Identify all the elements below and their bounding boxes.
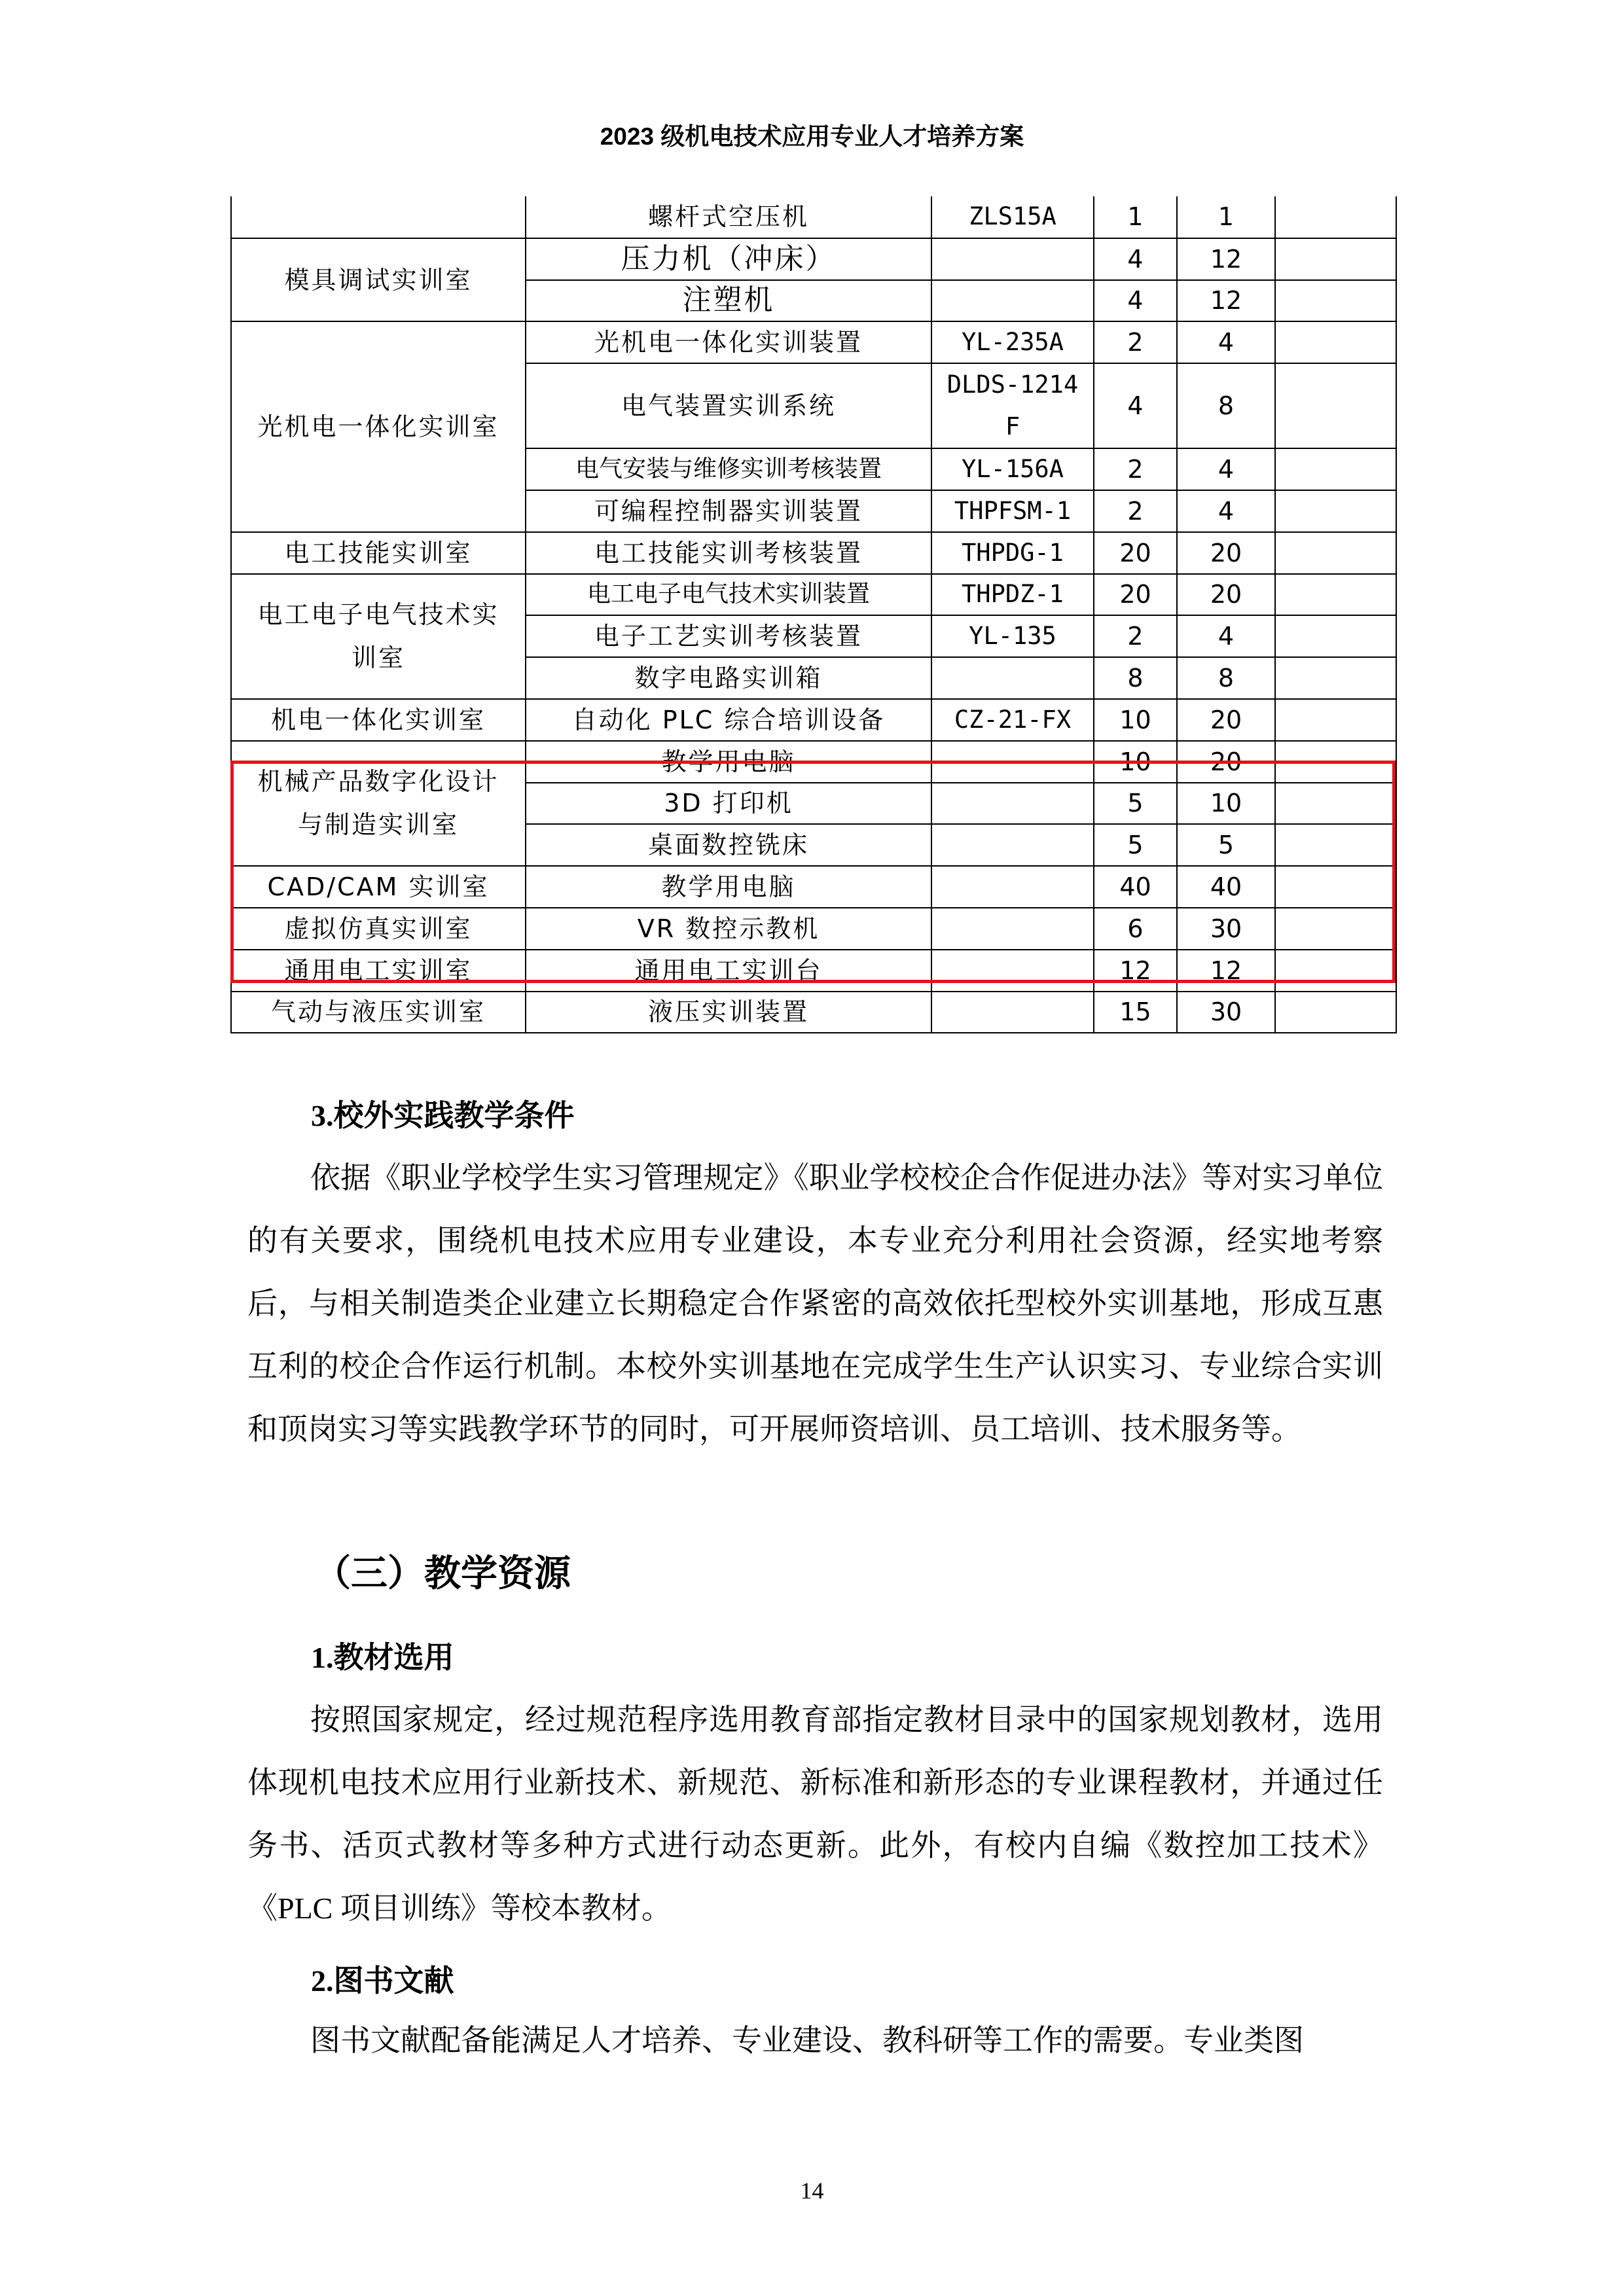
section-heading-textbooks: 1.教材选用 xyxy=(311,1641,454,1674)
remark-cell xyxy=(1275,992,1396,1033)
quantity-cell: 12 xyxy=(1094,950,1177,992)
stations-cell: 4 xyxy=(1177,615,1275,657)
remark-cell xyxy=(1275,238,1396,280)
table-row xyxy=(231,321,1396,363)
quantity-cell: 10 xyxy=(1094,741,1177,783)
model-cell: THPDZ-1 xyxy=(931,574,1094,616)
paragraph-textbooks: 按照国家规定，经过规范程序选用教育部指定教材目录中的国家规划教材，选用体现机电技术应用行业新技术、新规范、新标准和新形态的专业课程教材，并通过任务书、活页式教材等多种方式进行动态更新。此外，有校内自编《数控加工技术》《PLC 项目训练》等校本教材。 xyxy=(247,1703,1383,1925)
remark-cell xyxy=(1275,657,1396,699)
equipment-cell: 电气装置实训系统 xyxy=(526,363,931,448)
stations-cell: 4 xyxy=(1177,490,1275,532)
model-cell xyxy=(931,238,1094,280)
equipment-cell: 桌面数控铣床 xyxy=(526,824,931,866)
stations-cell: 20 xyxy=(1177,741,1275,783)
stations-cell: 10 xyxy=(1177,783,1275,825)
table-row xyxy=(231,992,1396,1033)
equipment-cell: 光机电一体化实训装置 xyxy=(526,321,931,363)
remark-cell xyxy=(1275,490,1396,532)
quantity-cell: 2 xyxy=(1094,321,1177,363)
equipment-cell: 电气安装与维修实训考核装置 xyxy=(526,448,931,490)
room-cell: 电工技能实训室 xyxy=(231,532,526,574)
section-heading-resources: （三）教学资源 xyxy=(314,1554,571,1594)
room-cell: 模具调试实训室 xyxy=(231,238,526,322)
model-cell: DLDS-1214F xyxy=(931,363,1094,448)
stations-cell: 12 xyxy=(1177,280,1275,322)
remark-cell xyxy=(1275,532,1396,574)
remark-cell xyxy=(1275,363,1396,448)
table-row xyxy=(231,574,1396,616)
model-cell xyxy=(931,992,1094,1033)
quantity-cell: 4 xyxy=(1094,238,1177,280)
stations-cell: 5 xyxy=(1177,824,1275,866)
model-cell: YL-156A xyxy=(931,448,1094,490)
room-cell: CAD/CAM 实训室 xyxy=(231,866,526,908)
room-cell: 虚拟仿真实训室 xyxy=(231,908,526,950)
remark-cell xyxy=(1275,448,1396,490)
quantity-cell: 2 xyxy=(1094,615,1177,657)
remark-cell xyxy=(1275,196,1396,238)
table-row xyxy=(231,238,1396,280)
model-cell: CZ-21-FX xyxy=(931,699,1094,741)
quantity-cell: 10 xyxy=(1094,699,1177,741)
quantity-cell: 1 xyxy=(1094,196,1177,238)
quantity-cell: 20 xyxy=(1094,532,1177,574)
stations-cell: 4 xyxy=(1177,448,1275,490)
quantity-cell: 5 xyxy=(1094,824,1177,866)
stations-cell: 20 xyxy=(1177,532,1275,574)
equipment-cell: 压力机（冲床） xyxy=(526,238,931,280)
model-cell: ZLS15A xyxy=(931,196,1094,238)
room-cell: 机电一体化实训室 xyxy=(231,699,526,741)
model-cell: YL-135 xyxy=(931,615,1094,657)
equipment-cell: 电工技能实训考核装置 xyxy=(526,532,931,574)
stations-cell: 20 xyxy=(1177,574,1275,616)
remark-cell xyxy=(1275,699,1396,741)
page-number: 14 xyxy=(800,2178,824,2204)
stations-cell: 12 xyxy=(1177,950,1275,992)
quantity-cell: 6 xyxy=(1094,908,1177,950)
quantity-cell: 2 xyxy=(1094,448,1177,490)
section-heading-library: 2.图书文献 xyxy=(311,1964,454,1998)
remark-cell xyxy=(1275,574,1396,616)
room-cell: 气动与液压实训室 xyxy=(231,992,526,1033)
paragraph-library: 图书文献配备能满足人才培养、专业建设、教科研等工作的需要。专业类图 xyxy=(310,2024,1304,2057)
stations-cell: 8 xyxy=(1177,657,1275,699)
equipment-cell: 教学用电脑 xyxy=(526,741,931,783)
quantity-cell: 40 xyxy=(1094,866,1177,908)
page-header-title: 2023 级机电技术应用专业人才培养方案 xyxy=(600,123,1024,150)
model-cell xyxy=(931,657,1094,699)
equipment-cell: 自动化 PLC 综合培训设备 xyxy=(526,699,931,741)
equipment-cell: 注塑机 xyxy=(526,280,931,322)
section-heading-offcampus: 3.校外实践教学条件 xyxy=(311,1099,575,1132)
remark-cell xyxy=(1275,280,1396,322)
model-cell xyxy=(931,280,1094,322)
equipment-cell: 液压实训装置 xyxy=(526,992,931,1033)
equipment-cell: 数字电路实训箱 xyxy=(526,657,931,699)
quantity-cell: 15 xyxy=(1094,992,1177,1033)
stations-cell: 30 xyxy=(1177,992,1275,1033)
remark-cell xyxy=(1275,615,1396,657)
stations-cell: 20 xyxy=(1177,699,1275,741)
room-cell: 电工电子电气技术实训室 xyxy=(231,574,526,699)
equipment-cell: VR 数控示教机 xyxy=(526,908,931,950)
model-cell: YL-235A xyxy=(931,321,1094,363)
stations-cell: 1 xyxy=(1177,196,1275,238)
model-cell: THPDG-1 xyxy=(931,532,1094,574)
model-cell: THPFSM-1 xyxy=(931,490,1094,532)
room-cell: 机械产品数字化设计与制造实训室 xyxy=(231,741,526,866)
room-cell: 通用电工实训室 xyxy=(231,950,526,992)
paragraph-offcampus: 依据《职业学校学生实习管理规定》《职业学校校企合作促进办法》等对实习单位的有关要求，围绕机电技术应用专业建设，本专业充分利用社会资源，经实地考察后，与相关制造类企业建立长期稳定合作紧密的高效依托型校外实训基地，形成互惠互利的校企合作运行机制。本校外实训基地在完成学生生产认识实习、专业综合实训和顶岗实习等实践教学环节的同时，可开展师资培训、员工培训、技术服务等。 xyxy=(247,1161,1383,1446)
equipment-cell: 3D 打印机 xyxy=(526,783,931,825)
quantity-cell: 4 xyxy=(1094,363,1177,448)
stations-cell: 4 xyxy=(1177,321,1275,363)
room-cell xyxy=(231,196,526,238)
equipment-cell: 电工电子电气技术实训装置 xyxy=(526,574,931,616)
equipment-cell: 通用电工实训台 xyxy=(526,950,931,992)
stations-cell: 8 xyxy=(1177,363,1275,448)
remark-cell xyxy=(1275,321,1396,363)
table-row xyxy=(231,196,1396,238)
table-row xyxy=(231,532,1396,574)
equipment-cell: 可编程控制器实训装置 xyxy=(526,490,931,532)
equipment-cell: 电子工艺实训考核装置 xyxy=(526,615,931,657)
quantity-cell: 20 xyxy=(1094,574,1177,616)
stations-cell: 12 xyxy=(1177,238,1275,280)
quantity-cell: 2 xyxy=(1094,490,1177,532)
quantity-cell: 4 xyxy=(1094,280,1177,322)
quantity-cell: 5 xyxy=(1094,783,1177,825)
stations-cell: 30 xyxy=(1177,908,1275,950)
table-row xyxy=(231,699,1396,741)
highlight-box xyxy=(230,761,1396,983)
stations-cell: 40 xyxy=(1177,866,1275,908)
quantity-cell: 8 xyxy=(1094,657,1177,699)
room-cell: 光机电一体化实训室 xyxy=(231,321,526,531)
equipment-cell: 教学用电脑 xyxy=(526,866,931,908)
equipment-cell: 螺杆式空压机 xyxy=(526,196,931,238)
